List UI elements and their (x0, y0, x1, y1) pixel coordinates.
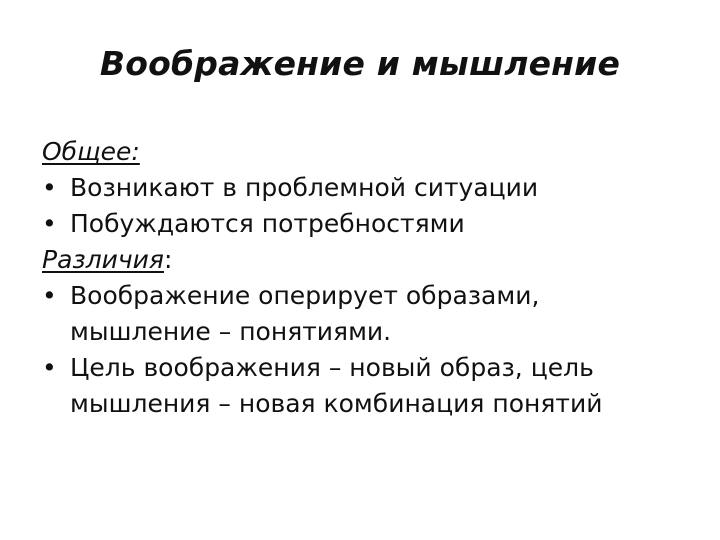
section-label-suffix: : (163, 245, 173, 274)
section-label (42, 134, 682, 170)
section-label-text: Различия (42, 245, 164, 274)
list-item-text: Побуждаются потребностями (70, 209, 465, 238)
slide-title: Воображение и мышление (99, 44, 621, 83)
list-item (42, 170, 682, 206)
section-label (42, 242, 682, 278)
list-item-text: Возникают в проблемной ситуации (70, 173, 539, 202)
list-item-text: Цель воображения – новый образ, цель мышления – новая комбинация понятий (70, 353, 603, 418)
bullet-icon: • (42, 281, 57, 310)
list-item (42, 350, 682, 422)
slide-body (42, 134, 682, 422)
list-item (42, 278, 682, 350)
section-label-text: Общее: (42, 137, 140, 166)
section-differences (42, 242, 682, 422)
bullet-icon: • (42, 209, 57, 238)
bullet-icon: • (42, 353, 57, 382)
bullet-icon: • (42, 173, 57, 202)
list-item-text: Воображение оперирует образами, мышление – понятиями. (70, 281, 540, 346)
list-item (42, 206, 682, 242)
section-common (42, 134, 682, 242)
